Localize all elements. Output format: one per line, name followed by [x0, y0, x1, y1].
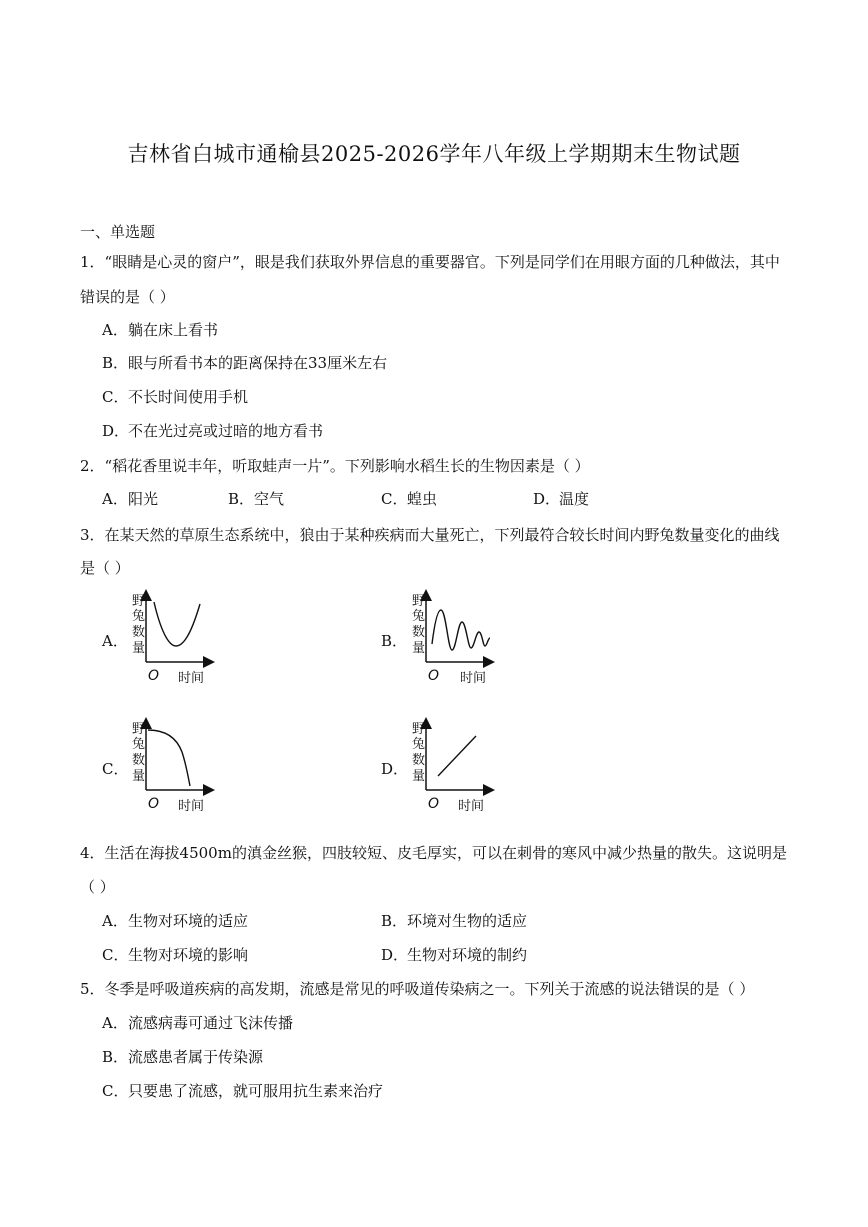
q2-stem: 2．“稻花香里说丰年，听取蛙声一片”。下列影响水稻生长的生物因素是（ ）	[80, 457, 590, 475]
q4-stem-line1: 4．生活在海拔4500m的滇金丝猴，四肢较短、皮毛厚实，可以在刺骨的寒风中减少热量的散失。这说明是	[80, 844, 787, 862]
q5-option-b[interactable]	[102, 1046, 263, 1067]
origin-label: O	[428, 668, 440, 684]
x-axis-label: 时间	[458, 799, 485, 814]
option-label: B．	[102, 1048, 129, 1066]
option-text: 只要患了流感，就可服用抗生素来治疗	[128, 1082, 384, 1100]
q3-option-b-label[interactable]: B．	[381, 632, 408, 650]
option-label: A．	[102, 912, 128, 930]
origin-label: O	[148, 796, 160, 812]
q4-option-b[interactable]	[381, 910, 527, 931]
q2-option-d[interactable]	[533, 488, 589, 509]
y-axis-char: 量	[132, 769, 146, 784]
y-axis-char: 野	[412, 722, 426, 737]
q3-stem-line1: 3．在某天然的草原生态系统中，狼由于某种疾病而大量死亡，下列最符合较长时间内野兔数量变化的曲线	[80, 526, 780, 544]
y-axis-char: 兔	[412, 609, 426, 624]
q1-stem-line1: 1．“眼睛是心灵的窗户”，眼是我们获取外界信息的重要器官。下列是同学们在用眼方面的几种做法，其中	[80, 253, 780, 271]
y-axis-char: 量	[132, 641, 146, 656]
curve	[432, 610, 490, 650]
y-axis-char: 兔	[412, 737, 426, 752]
y-axis-char: 数	[412, 753, 426, 768]
q2-option-c[interactable]	[381, 488, 437, 509]
y-axis-char: 兔	[132, 609, 146, 624]
option-text: 生物对环境的适应	[128, 912, 249, 930]
y-axis-char: 野	[132, 594, 146, 609]
option-label: C．	[102, 946, 129, 964]
q5-option-a[interactable]	[102, 1012, 293, 1033]
q4-option-c[interactable]	[102, 944, 248, 965]
x-axis-label: 时间	[178, 799, 205, 814]
option-text: 眼与所看书本的距离保持在33厘米左右	[128, 354, 388, 372]
q4-option-a[interactable]	[102, 910, 248, 931]
x-axis-label: 时间	[178, 671, 205, 686]
q3-graph-b[interactable]	[410, 588, 500, 688]
y-axis-char: 量	[412, 641, 426, 656]
option-label: B．	[381, 912, 408, 930]
q4-option-d[interactable]	[381, 944, 527, 965]
section-heading: 一、单选题	[80, 223, 156, 241]
option-text: 不长时间使用手机	[128, 388, 249, 406]
q3-option-d-label[interactable]: D．	[381, 760, 409, 778]
q3-graph-d[interactable]	[410, 716, 500, 816]
y-axis-char: 兔	[132, 737, 146, 752]
option-label: C．	[102, 1082, 129, 1100]
q5-option-c[interactable]	[102, 1080, 383, 1101]
option-text: 生物对环境的影响	[128, 946, 249, 964]
y-axis-char: 野	[412, 594, 426, 609]
q4-stem-line2: （ ）	[80, 878, 115, 896]
y-axis-char: 数	[412, 625, 426, 640]
q2-option-a[interactable]	[102, 488, 158, 509]
option-label: C．	[102, 388, 129, 406]
origin-label: O	[428, 796, 440, 812]
q1-option-d[interactable]	[102, 420, 323, 441]
option-text: 不在光过亮或过暗的地方看书	[128, 422, 324, 440]
option-text: 环境对生物的适应	[407, 912, 528, 930]
q1-stem-line2: 错误的是（ ）	[80, 288, 175, 306]
q1-option-c[interactable]	[102, 386, 248, 407]
option-text: 阳光	[128, 490, 159, 508]
option-text: 躺在床上看书	[128, 321, 219, 339]
origin-label: O	[148, 668, 160, 684]
q5-stem: 5．冬季是呼吸道疾病的高发期，流感是常见的呼吸道传染病之一。下列关于流感的说法错误的是（ ）	[80, 980, 755, 998]
y-axis-char: 数	[132, 753, 146, 768]
option-text: 空气	[254, 490, 285, 508]
option-label: A．	[102, 1014, 128, 1032]
option-label: D．	[102, 422, 130, 440]
option-label: B．	[102, 354, 129, 372]
option-label: D．	[533, 490, 561, 508]
q1-option-b[interactable]	[102, 352, 387, 373]
q3-option-a-label[interactable]: A．	[102, 632, 128, 650]
option-text: 蝗虫	[407, 490, 438, 508]
q3-graph-c[interactable]	[130, 716, 220, 816]
q3-stem-line2: 是（ ）	[80, 559, 130, 577]
q2-option-b[interactable]	[228, 488, 284, 509]
q1-option-a[interactable]	[102, 319, 218, 340]
curve	[438, 736, 476, 776]
option-label: A．	[102, 321, 128, 339]
x-axis-label: 时间	[460, 671, 487, 686]
option-text: 流感病毒可通过飞沫传播	[128, 1014, 294, 1032]
option-label: C．	[381, 490, 408, 508]
curve	[148, 730, 190, 786]
y-axis-char: 数	[132, 625, 146, 640]
option-label: A．	[102, 490, 128, 508]
q3-graph-a[interactable]	[130, 588, 220, 688]
q3-option-c-label[interactable]: C．	[102, 760, 129, 778]
option-text: 温度	[559, 490, 590, 508]
exam-title: 吉林省白城市通榆县2025-2026学年八年级上学期期末生物试题	[127, 142, 741, 166]
y-axis-char: 野	[132, 722, 146, 737]
option-text: 生物对环境的制约	[407, 946, 528, 964]
option-text: 流感患者属于传染源	[128, 1048, 264, 1066]
y-axis-char: 量	[412, 769, 426, 784]
option-label: D．	[381, 946, 409, 964]
option-label: B．	[228, 490, 255, 508]
curve	[154, 602, 200, 646]
